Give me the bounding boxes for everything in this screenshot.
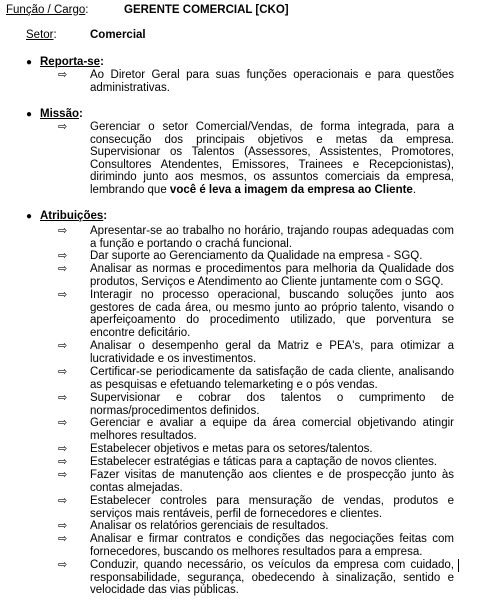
atribuicao-item: Gerenciar e avaliar a equipe da área comercial objetivando atingir melhores resultados.: [90, 417, 454, 442]
setor-label: Setor: [26, 29, 54, 41]
atribuicoes-colon: :: [103, 210, 108, 222]
missao-heading: [40, 108, 83, 120]
funcao-label-row: [6, 4, 88, 16]
atribuicao-item: Apresentar-se ao trabalho no horário, trajando roupas adequadas com a função e portando o crachá funcional.: [90, 225, 454, 250]
reporta-heading: [40, 56, 104, 68]
reporta-colon: :: [100, 56, 104, 68]
atribuicao-item: Analisar e firmar contratos e condições das negociações feitas com fornecedores, buscando os melhores resultados para a empresa.: [90, 533, 454, 558]
arrow-icon: ⇨: [58, 340, 68, 352]
arrow-icon: ⇨: [58, 520, 68, 532]
funcao-value: GERENTE COMERCIAL [CKO]: [124, 4, 289, 16]
arrow-icon: ⇨: [58, 417, 68, 429]
bullet-icon: ●: [26, 57, 33, 68]
missao-colon: :: [79, 108, 83, 120]
arrow-icon: ⇨: [58, 456, 68, 468]
funcao-label: Função / Cargo: [6, 4, 86, 16]
arrow-icon: ⇨: [58, 392, 68, 404]
arrow-icon: ⇨: [58, 469, 68, 481]
setor-label-row: [26, 29, 57, 41]
arrow-icon: ⇨: [58, 225, 68, 237]
atribuicao-item: Analisar o desempenho geral da Matriz e PEA's, para otimizar a lucratividade e os investimentos.: [90, 340, 454, 365]
atribuicao-item: Dar suporte ao Gerenciamento da Qualidade na empresa - SGQ.: [90, 250, 423, 262]
missao-text-normal: Gerenciar o setor Comercial/Vendas, de forma integrada, para a consecução dos principais objetivos e metas da empresa. Supervisionar os Talentos (Assessores, Assistentes, Promotores, Consultores Atendentes, Emissores, Trainees e Recepcionistas), dirimindo junto aos mesmos, os assuntos comerciais da empresa, lembrando que: [90, 121, 454, 196]
funcao-colon: :: [85, 4, 89, 16]
atribuicao-item: Estabelecer estratégias e táticas para a captação de novos clientes.: [90, 456, 438, 468]
reporta-item: Ao Diretor Geral para suas funções operacionais e para questões administrativas.: [90, 69, 454, 94]
text-cursor: [458, 559, 459, 572]
atribuicao-item: Analisar as normas e procedimentos para melhoria da Qualidade dos produtos, Serviços e Atendimento ao Cliente juntamente com o SGQ.: [90, 263, 454, 288]
atribuicoes-label: Atribuições: [40, 210, 104, 222]
setor-colon: :: [53, 29, 57, 41]
arrow-icon: ⇨: [58, 559, 68, 571]
atribuicoes-heading: [40, 210, 107, 222]
atribuicao-item: Certificar-se periodicamente da satisfação de cada cliente, analisando as pesquisas e efetuando telemarketing e o pós vendas.: [90, 366, 454, 391]
arrow-icon: ⇨: [58, 121, 68, 133]
atribuicao-item: Supervisionar e cobrar dos talentos o cumprimento de normas/procedimentos definidos.: [90, 392, 454, 417]
arrow-icon: ⇨: [58, 263, 68, 275]
setor-value: Comercial: [90, 29, 146, 41]
bullet-icon: ●: [26, 211, 33, 222]
atribuicao-item: Analisar os relatórios gerenciais de resultados.: [90, 520, 329, 532]
missao-text-bold: você é leva a imagem da empresa ao Cliente: [169, 183, 413, 196]
missao-text-end: .: [412, 183, 417, 196]
arrow-icon: ⇨: [58, 250, 68, 262]
atribuicao-item: Conduzir, quando necessário, os veículos da empresa com cuidado, responsabilidade, segurança, obedecendo à sinalização, sentido e velocidade das vias públicas.: [90, 559, 454, 597]
arrow-icon: ⇨: [58, 69, 68, 81]
arrow-icon: ⇨: [58, 443, 68, 455]
arrow-icon: ⇨: [58, 289, 68, 301]
arrow-icon: ⇨: [58, 533, 68, 545]
atribuicao-item: Interagir no processo operacional, buscando soluções junto aos gestores de cada área, ou mesmo junto ao próprio talento, visando o aperfeiçoamento do procedimento utilizado, que porventura se encontre deficitário.: [90, 289, 454, 339]
atribuicao-item: Estabelecer controles para mensuração de vendas, produtos e serviços mais rentáveis, perfil de fornecedores e clientes.: [90, 495, 454, 520]
bullet-icon: ●: [26, 109, 33, 120]
atribuicao-item: Estabelecer objetivos e metas para os setores/talentos.: [90, 443, 373, 455]
arrow-icon: ⇨: [58, 495, 68, 507]
atribuicao-item: Fazer visitas de manutenção aos clientes e de prospecção junto às contas almejadas.: [90, 469, 454, 494]
missao-text: [90, 121, 454, 197]
arrow-icon: ⇨: [58, 366, 68, 378]
reporta-label: Reporta-se: [40, 56, 101, 68]
missao-label: Missão: [40, 108, 79, 120]
